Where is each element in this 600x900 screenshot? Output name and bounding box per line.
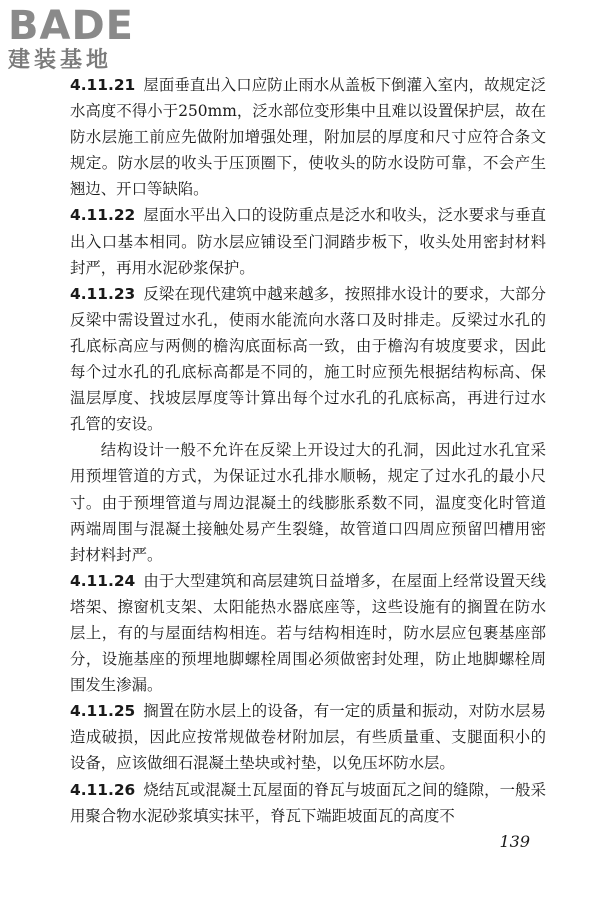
clause-number: 4.11.26 — [70, 780, 136, 799]
clause-number: 4.11.21 — [70, 76, 136, 94]
paragraph-text: 搁置在防水层上的设备，有一定的质量和振动，对防水层易造成破损，因此应按常规做卷材附加层，有些质量重、支腿面积小的设备，应该做细石混凝土垫块或衬垫，以免压坏防水层。 — [70, 702, 546, 773]
clause-number: 4.11.22 — [70, 206, 136, 225]
page-number: 139 — [499, 832, 530, 851]
paragraph-text: 烧结瓦或混凝土瓦屋面的脊瓦与坡面瓦之间的缝隙，一般采用聚合物水泥砂浆填实抹平，脊瓦下端距坡面瓦的高度不 — [70, 780, 546, 825]
paragraph-text: 屋面垂直出入口应防止雨水从盖板下倒灌入室内，故规定泛水高度不得小于250mm，泛水部位变形集中且难以设置保护层，故在防水层施工前应先做附加增强处理，附加层的厚度和尺寸应符合条文规定。防水层的收头于压顶圈下，使收头的防水设防可靠，不会产生翘边、开口等缺陷。 — [70, 76, 546, 199]
clause-number: 4.11.25 — [70, 702, 136, 721]
clause-number: 4.11.24 — [70, 571, 136, 590]
paragraph-text: 屋面水平出入口的设防重点是泛水和收头，泛水要求与垂直出入口基本相同。防水层应铺设至门洞踏步板下，收头处用密封材料封严，再用水泥砂浆保护。 — [70, 206, 546, 277]
paragraph-4-11-25 — [70, 698, 546, 776]
paragraph-text: 由于大型建筑和高层建筑日益增多，在屋面上经常设置天线塔架、擦窗机支架、太阳能热水器底座等，这些设施有的搁置在防水层上，有的与屋面结构相连。若与结构相连时，防水层应包裹基座部分，设施基座的预埋地脚螺栓周围必须做密封处理，防止地脚螺栓周围发生渗漏。 — [70, 571, 546, 695]
clause-number: 4.11.23 — [70, 284, 136, 303]
paragraph-4-11-22 — [70, 202, 546, 280]
logo-text: BADE — [8, 3, 134, 49]
logo — [8, 4, 134, 74]
paragraph-4-11-23 — [70, 281, 546, 438]
paragraph-4-11-21 — [70, 72, 546, 202]
paragraph-text: 反梁在现代建筑中越来越多，按照排水设计的要求，大部分反梁中需设置过水孔，使雨水能流向水落口及时排走。反梁过水孔的孔底标高应与两侧的檐沟底面标高一致，由于檐沟有坡度要求，因此每个过水孔的孔底标高都是不同的，施工时应预先根据结构标高、保温层厚度、找坡层厚度等计算出每个过水孔的孔底标高，再进行过水孔管的安设。 — [70, 284, 546, 434]
paragraph-4-11-24 — [70, 568, 546, 698]
paragraph-4-11-26 — [70, 777, 546, 829]
logo-subtitle: 建装基地 — [8, 48, 113, 73]
paragraph-4-11-23-continued — [70, 437, 546, 567]
document-body — [70, 72, 546, 829]
paragraph-text: 结构设计一般不允许在反梁上开设过大的孔洞，因此过水孔宜采用预埋管道的方式，为保证过水孔排水顺畅，规定了过水孔的最小尺寸。由于预埋管道与周边混凝土的线膨胀系数不同，温度变化时管道两端周围与混凝土接触处易产生裂缝，故管道口四周应预留凹槽用密封材料封严。 — [70, 441, 546, 564]
